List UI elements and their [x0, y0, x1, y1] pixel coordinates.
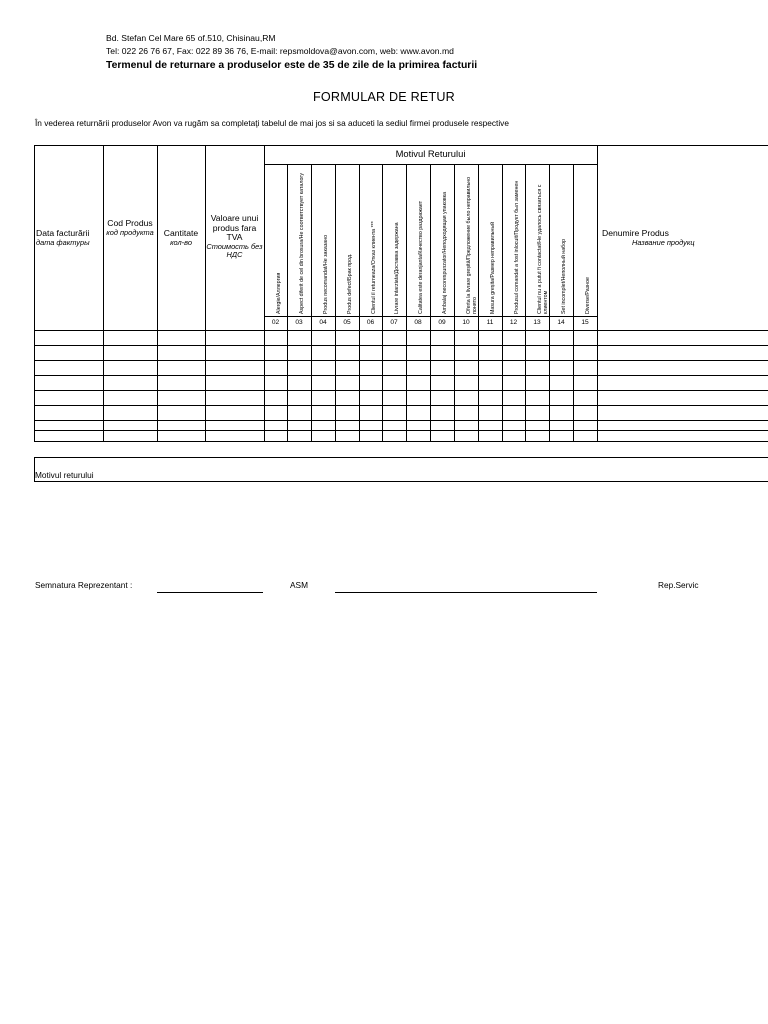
- reason-code-04: 04: [319, 319, 327, 326]
- signature-asm-line[interactable]: [335, 592, 597, 593]
- reason-code-10: 10: [462, 319, 470, 326]
- reason-code-12: 12: [509, 319, 518, 326]
- reason-code-14: 14: [557, 319, 565, 326]
- motiv-returului-label: Motivul returului: [35, 470, 94, 480]
- header-data-facturarii: Data facturării дата фактуры: [36, 228, 90, 247]
- reason-label-09: Ambalaj necorespunzator/Неподходящая упаковка: [442, 191, 448, 314]
- header-denumire-produs: Denumire Produs Название продукц: [602, 229, 695, 247]
- signature-rep-label: Semnatura Reprezentant :: [35, 580, 133, 590]
- signature-rep-servic-label: Rep.Servic: [658, 580, 699, 590]
- reason-code-05: 05: [343, 319, 351, 326]
- reason-code-07: 07: [390, 319, 398, 326]
- address-line: Bd. Stefan Cel Mare 65 of.510, Chisinau,RM: [106, 33, 276, 43]
- reason-code-13: 13: [533, 319, 541, 326]
- reason-label-08: Calitatea este deranjanta/Качество раздражает: [418, 200, 424, 314]
- reason-label-11: Masura greșita/Размер неправильный: [490, 221, 496, 314]
- signature-rep-line[interactable]: [157, 592, 263, 593]
- return-term-notice: Termenul de returnare a produselor este de 35 de zile de la primirea facturii: [106, 60, 478, 71]
- intro-text: În vederea returnării produselor Avon va rugăm sa completaţi tabelul de mai jos si sa aduceti la sediul firmei produsele respective: [35, 118, 509, 128]
- reason-label-03: Aspect diferit de cel din brosura/Не соответствует каталогу: [299, 173, 305, 314]
- header-motivul-returului: Motivul Returului: [395, 148, 466, 159]
- reason-label-02: Alergie/Аллергия: [275, 272, 282, 314]
- reason-code-11: 11: [486, 319, 494, 326]
- reason-label-05: Produs defect/Брак прод.: [347, 253, 353, 314]
- header-cantitate: Cantitate кол-во: [163, 228, 199, 247]
- reason-code-09: 09: [438, 319, 446, 326]
- form-title: FORMULAR DE RETUR: [313, 90, 455, 104]
- reason-label-04: Produs necomandat/Не заказано: [323, 234, 329, 314]
- reason-label-13: Clientul nu a putut fi contactat/Не удалось связаться с клиентом: [537, 184, 549, 314]
- reason-label-10: Oferta la livrare greșită/Предложение было неправильно понято: [466, 176, 478, 314]
- header-valoare: Valoare unui produs fara TVA Стоимость без НДС: [206, 213, 263, 260]
- reason-label-12: Produsul comandat a fost inlocuit/Продукт был заменен: [513, 180, 520, 314]
- reason-code-08: 08: [414, 319, 422, 326]
- reason-code-06: 06: [366, 319, 375, 326]
- header-cod-produs: Cod Produs код продукта: [106, 218, 154, 237]
- reason-code-03: 03: [295, 319, 303, 326]
- reason-code-15: 15: [581, 319, 589, 326]
- reason-label-14: Set incomplet/Неполный набор: [561, 238, 567, 314]
- reason-label-07: Livrare intarziata/Доставка задержана: [394, 222, 400, 314]
- reason-label-15: Diverse/Разное: [585, 277, 591, 314]
- contact-line: Tel: 022 26 76 67, Fax: 022 89 36 76, E-mail: repsmoldova@avon.com, web: www.avon.md: [106, 46, 454, 56]
- reason-label-06: Clientul il returneaza/Отказ клиента ***: [370, 221, 377, 314]
- signature-asm-label: ASM: [290, 580, 308, 590]
- reason-code-02: 02: [271, 319, 280, 326]
